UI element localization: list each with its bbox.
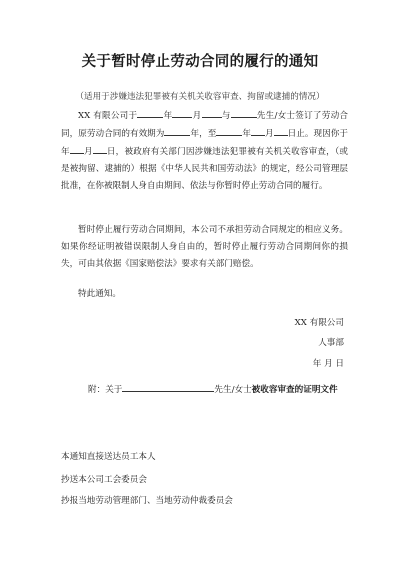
blank-event-day xyxy=(93,143,107,154)
event-month-label: 月 xyxy=(83,147,93,157)
period-to-month-label: 月 xyxy=(264,129,274,139)
blank-period-day xyxy=(274,125,288,136)
person-contract-text: 先生/女士签订了劳动合同，原劳动合同的有效期为 xyxy=(61,111,348,139)
closing-text: 特此通知。 xyxy=(78,289,121,299)
blank-year xyxy=(137,107,163,118)
period-end-label: 日止。现因你于年 xyxy=(61,129,348,157)
footer-cc: 抄送本公司工会委员会 xyxy=(61,475,147,485)
suspension-reason-text: 被政府有关部门因涉嫌违法犯罪被有关机关收容审查，（或是被拘留、逮捕的）根据《中华人民共和国劳动法》的规定，经公司管理层批准，在你被限制人身自由期间、依法与你暂时停止劳动合同的履行。 xyxy=(61,147,348,191)
attachment-line xyxy=(88,381,338,395)
blank-person xyxy=(231,107,257,118)
signature-date: 年 月 日 xyxy=(312,359,344,369)
blank-period-to xyxy=(216,125,242,136)
blank-period-month xyxy=(251,125,265,136)
period-to-year-label: 年 xyxy=(242,129,251,139)
paragraph-obligations: 暂时停止履行劳动合同期间，本公司不承担劳动合同规定的相应义务。如果你经证明被错误限制人身自由的，暂时停止履行劳动合同期间你的损失，可由其依据《国家赔偿法》要求有关部门赔偿。 xyxy=(61,225,348,269)
blank-day xyxy=(202,107,222,118)
event-day-label: 日， xyxy=(106,147,125,157)
attachment-prefix: 附：关于 xyxy=(88,385,123,395)
blank-attachment-person xyxy=(122,381,214,392)
blank-event-month xyxy=(70,143,84,154)
signature-department: 人事部 xyxy=(318,338,344,348)
footer-report: 抄报当地劳动管理部门、当地劳动仲裁委员会 xyxy=(61,496,233,506)
blank-month xyxy=(172,107,192,118)
footer-delivery: 本通知直接送达员工本人 xyxy=(61,452,156,462)
document-title: 关于暂时停止劳动合同的履行的通知 xyxy=(81,53,319,70)
year-label: 年 xyxy=(163,111,173,121)
day-and-label: 与 xyxy=(221,111,231,121)
signature-company: XX 有限公司 xyxy=(294,318,344,328)
company-intro: XX 有限公司于 xyxy=(78,111,138,121)
attachment-title: 被收容审查的证明文件 xyxy=(251,385,338,395)
paragraph-contract-suspension xyxy=(61,107,348,195)
period-from-label: 年，至 xyxy=(190,129,217,139)
month-label: 月 xyxy=(192,111,202,121)
attachment-middle: 先生/女士 xyxy=(214,385,252,395)
document-subtitle: （适用于涉嫌违法犯罪被有关机关收容审查、拘留或逮捕的情况） xyxy=(75,92,325,102)
blank-period-from xyxy=(164,125,190,136)
